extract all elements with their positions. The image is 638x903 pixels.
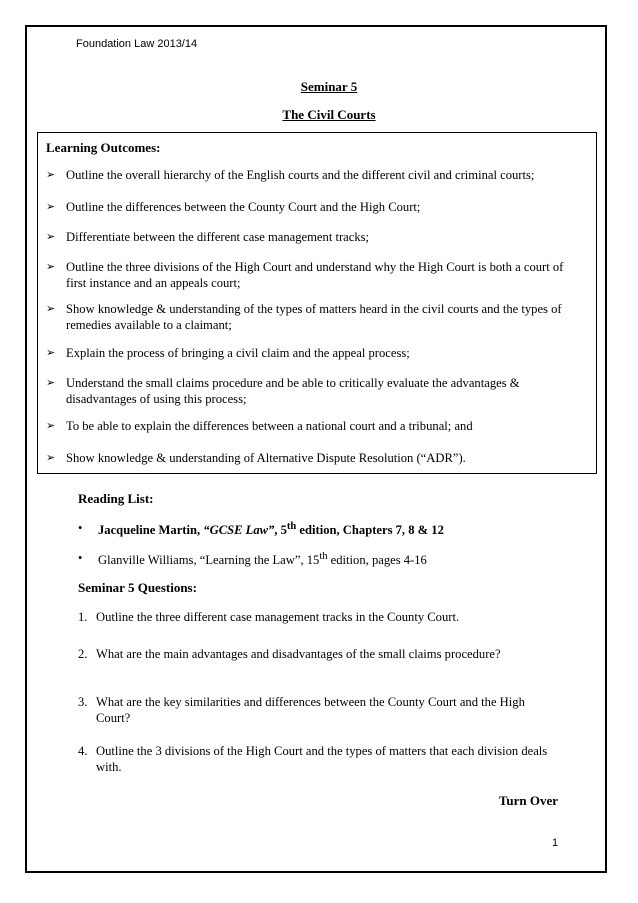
seminar-title: Seminar 5	[300, 79, 358, 94]
arrow-bullet-icon: ➢	[46, 261, 56, 273]
outcome-item: ➢ Show knowledge & understanding of the types of matters heard in the civil courts and the types of remedies available to a claimant;	[46, 302, 562, 332]
arrow-bullet-icon: ➢	[46, 231, 56, 243]
outcome-item: ➢ To be able to explain the differences between a national court and a tribunal; and	[46, 419, 473, 433]
question-item: 4. Outline the 3 divisions of the High Court and the types of matters that each division deals with.	[78, 744, 548, 774]
reading-book-title: “GCSE Law”	[203, 523, 275, 538]
page-number: 1	[552, 837, 559, 849]
question-item: 2. What are the main advantages and disadvantages of the small claims procedure?	[78, 647, 501, 661]
arrow-bullet-icon: ➢	[46, 303, 56, 315]
arrow-bullet-icon: ➢	[46, 377, 56, 389]
arrow-bullet-icon: ➢	[46, 347, 56, 359]
arrow-bullet-icon: ➢	[46, 201, 56, 213]
questions-heading: Seminar 5 Questions:	[78, 580, 197, 595]
bullet-dot-icon: •	[78, 551, 83, 565]
reading-author: Jacqueline Martin,	[98, 523, 204, 538]
outcome-item: ➢ Understand the small claims procedure and be able to critically evaluate the advantages & disadvantages of using this process;	[46, 376, 520, 406]
topic-title: The Civil Courts	[282, 107, 376, 122]
reading-list-item: • Glanville Williams, “Learning the Law”, 15th edition, pages 4-16	[78, 551, 427, 568]
arrow-bullet-icon: ➢	[46, 420, 56, 432]
header-course: Foundation Law 2013/14	[76, 38, 198, 50]
arrow-bullet-icon: ➢	[46, 452, 56, 464]
reading-list-heading: Reading List:	[78, 491, 154, 506]
question-item: 3. What are the key similarities and differences between the County Court and the High Court?	[78, 695, 525, 725]
outcome-item: ➢ Differentiate between the different case management tracks;	[46, 230, 370, 244]
turn-over-label: Turn Over	[498, 793, 558, 808]
outcome-item: ➢ Outline the overall hierarchy of the English courts and the different civil and criminal courts;	[46, 168, 535, 182]
outcome-item: ➢ Outline the differences between the County Court and the High Court;	[46, 200, 421, 214]
reading-list-item: • Jacqueline Martin, “GCSE Law”, 5th edition, Chapters 7, 8 & 12	[78, 521, 444, 538]
learning-outcomes-heading: Learning Outcomes:	[46, 140, 161, 155]
outcome-item: ➢ Explain the process of bringing a civil claim and the appeal process;	[46, 346, 410, 360]
bullet-dot-icon: •	[78, 521, 83, 535]
arrow-bullet-icon: ➢	[46, 169, 56, 181]
question-item: 1. Outline the three different case management tracks in the County Court.	[78, 610, 460, 624]
outcome-item: ➢ Show knowledge & understanding of Alternative Dispute Resolution (“ADR”).	[46, 451, 466, 465]
outcome-item: ➢ Outline the three divisions of the High Court and understand why the High Court is both a court of first instance and an appeals court;	[46, 260, 564, 290]
